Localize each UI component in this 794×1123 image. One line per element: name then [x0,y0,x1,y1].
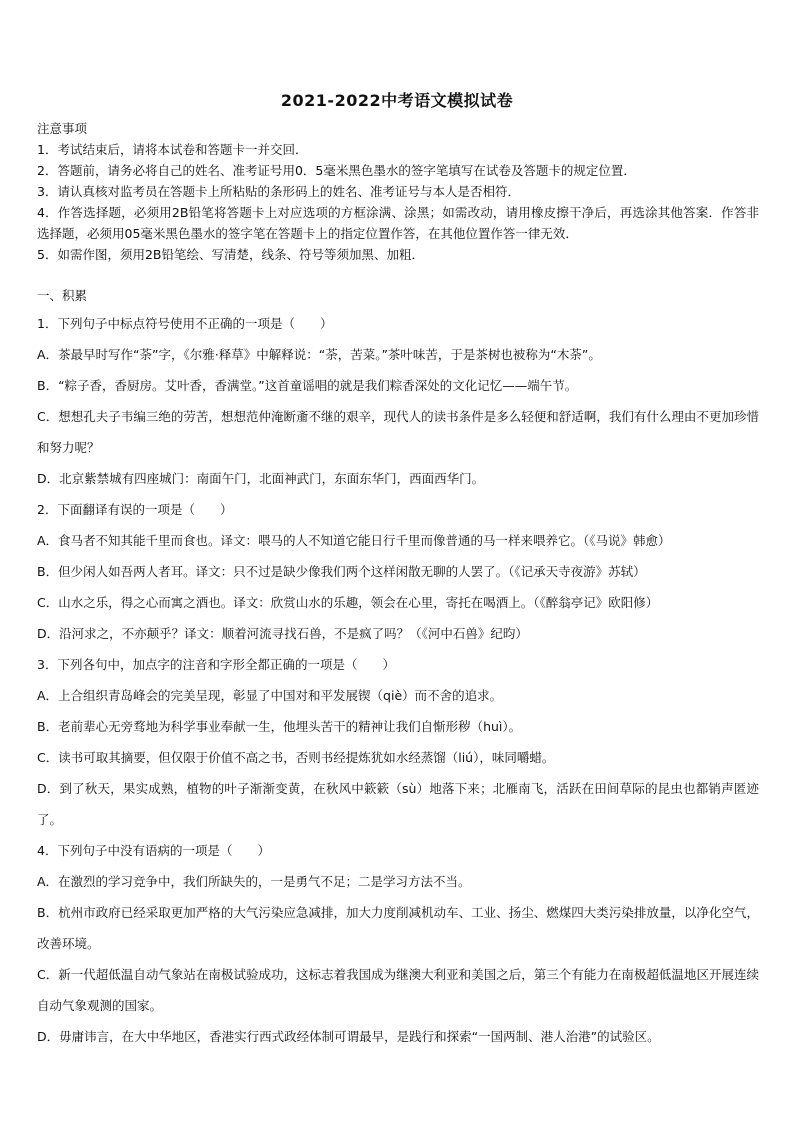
notice-heading: 注意事项 [37,121,88,136]
question-stem: 4．下列句子中没有语病的一项是（ ） [37,843,270,858]
questions-block [37,284,759,1052]
option-c: C．读书可取其摘要，但仅限于价值不高之书，否则书经提炼犹如水经蒸馏（liú），味同嚼蜡。 [37,750,555,765]
notice-block [37,118,759,265]
notice-item: 1．考试结束后，请将本试卷和答题卡一并交回． [37,142,308,157]
question-stem: 2．下面翻译有误的一项是（ ） [37,502,233,517]
exam-title: 2021-2022中考语文模拟试卷 [280,91,514,110]
notice-item: 4．作答选择题，必须用2B铅笔将答题卡上对应选项的方框涂满、涂黑；如需改动，请用橡皮擦干净后，再选涂其他答案．作答非选择题，必须用05毫米黑色墨水的签字笔在答题卡上的指定位置作答，在其他位置作答一律无效． [37,205,759,241]
question-stem: 1．下列句子中标点符号使用不正确的一项是（ ） [37,316,333,331]
option-a: A．食马者不知其能千里而食也。译文：喂马的人不知道它能日行千里而像普通的马一样来喂养它。（《马说》韩愈） [37,533,671,548]
option-d: D．毋庸讳言，在大中华地区，香港实行西式政经体制可谓最早，是践行和探索“一国两制、港人治港”的试验区。 [37,1029,660,1044]
option-c: C．山水之乐，得之心而寓之酒也。译文：欣赏山水的乐趣，领会在心里，寄托在喝酒上。（《醉翁亭记》欧阳修） [37,595,659,610]
question-stem: 3．下列各句中，加点字的注音和字形全都正确的一项是（ ） [37,657,395,672]
option-b: B．“粽子香，香厨房。艾叶香，香满堂。”这首童谣唱的就是我们粽香深处的文化记忆——端午节。 [37,378,578,393]
option-d: D．到了秋天，果实成熟，植物的叶子渐渐变黄，在秋风中簌簌（sù）地落下来；北雁南飞，活跃在田间草际的昆虫也都销声匿迹了。 [37,781,759,827]
option-b: B．但少闲人如吾两人者耳。译文：只不过是缺少像我们两个这样闲散无聊的人罢了。（《记承天寺夜游》苏轼） [37,564,646,579]
option-a: A．上合组织青岛峰会的完美呈现，彰显了中国对和平发展锲（qiè）而不舍的追求。 [37,688,503,703]
option-a: A．茶最早时写作“荼”字，《尔雅·释草》中解释说：“荼，苦菜。”茶叶味苦，于是茶树也被称为“木荼”。 [37,347,601,362]
option-a: A．在激烈的学习竞争中，我们所缺失的，一是勇气不足；二是学习方法不当。 [37,874,471,889]
option-b: B．老前辈心无旁骛地为科学事业奉献一生，他埋头苦干的精神让我们自惭形秽（huì）。 [37,719,522,734]
notice-item: 5．如需作图，须用2B铅笔绘、写清楚，线条、符号等须加黑、加粗． [37,247,424,262]
option-d: D．沿河求之，不亦颠乎？译文：顺着河流寻找石兽，不是疯了吗？（《河中石兽》纪昀） [37,626,528,641]
notice-item: 2．答题前，请务必将自己的姓名、准考证号用0．5毫米黑色墨水的签字笔填写在试卷及答题卡的规定位置． [37,163,636,178]
section-heading: 一、积累 [37,288,88,303]
option-b: B．杭州市政府已经采取更加严格的大气污染应急减排，加大力度削减机动车、工业、扬尘、燃煤四大类污染排放量，以净化空气，改善环境。 [37,905,759,951]
option-c: C．新一代超低温自动气象站在南极试验成功，这标志着我国成为继澳大利亚和美国之后，第三个有能力在南极超低温地区开展连续自动气象观测的国家。 [37,967,759,1013]
notice-item: 3．请认真核对监考员在答题卡上所粘贴的条形码上的姓名、准考证号与本人是否相符． [37,184,520,199]
option-d: D．北京紫禁城有四座城门：南面午门，北面神武门，东面东华门，西面西华门。 [37,471,485,486]
option-c: C．想想孔夫子韦编三绝的劳苦，想想范仲淹断齑不继的艰辛，现代人的读书条件是多么轻便和舒适啊，我们有什么理由不更加珍惜和努力呢？ [37,409,759,455]
